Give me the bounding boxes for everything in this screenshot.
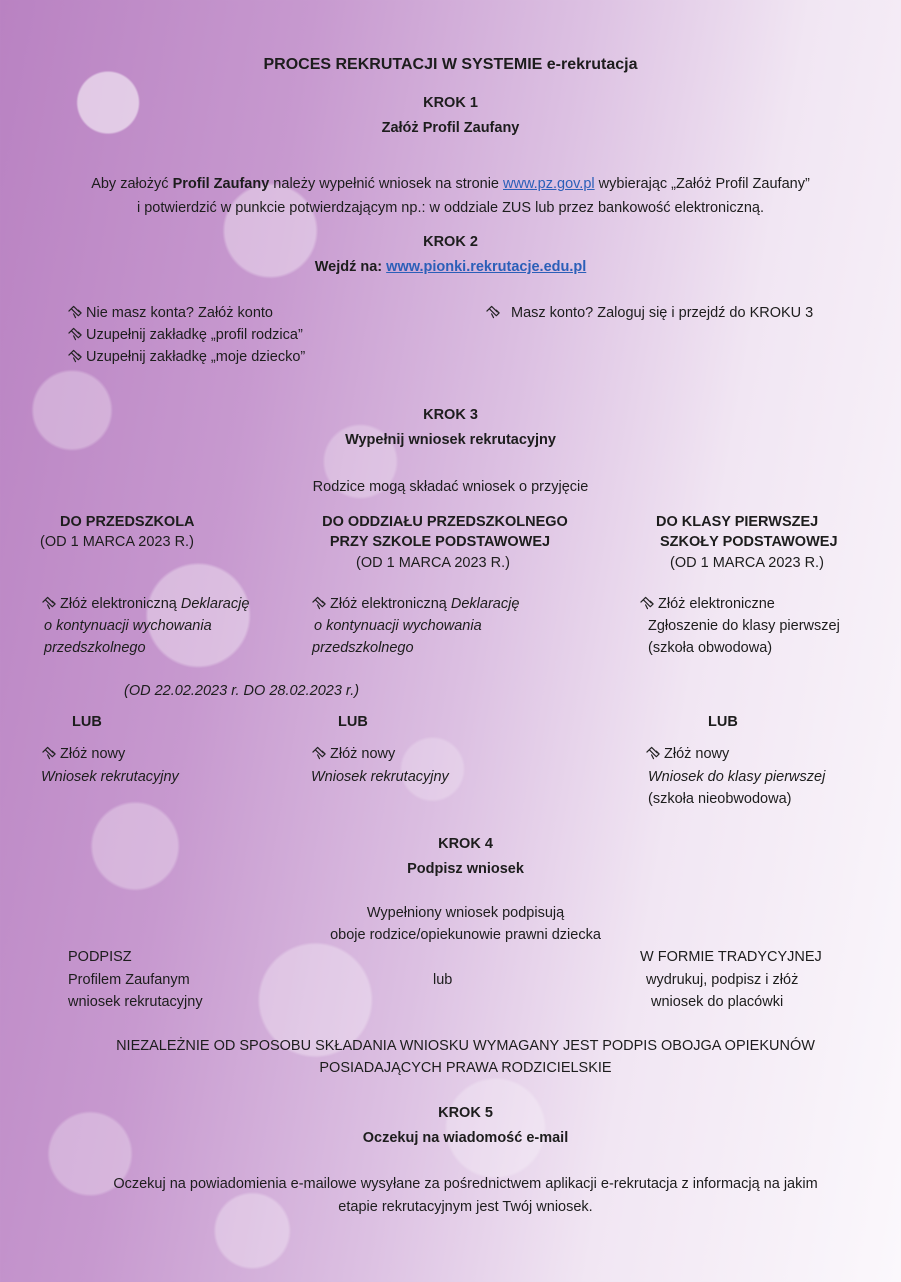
step4-left1: PODPISZ bbox=[68, 949, 132, 965]
step2-left-item-2 bbox=[68, 327, 303, 343]
step2-heading bbox=[0, 259, 901, 275]
step2-left-item-3 bbox=[68, 349, 305, 365]
col3-action-line3: (szkoła obwodowa) bbox=[648, 640, 773, 656]
step2-left-item-text: Uzupełnij zakładkę „profil rodzica” bbox=[86, 327, 303, 343]
step4-intro1: Wypełniony wniosek podpisują bbox=[366, 905, 565, 921]
col1-or: LUB bbox=[72, 714, 102, 730]
hand-pointer-icon bbox=[42, 746, 57, 760]
hand-pointer-icon bbox=[486, 305, 501, 319]
col3-title1: DO KLASY PIERWSZEJ bbox=[656, 514, 819, 530]
col2-date: (OD 1 MARCA 2023 R.) bbox=[356, 555, 510, 571]
col3-date: (OD 1 MARCA 2023 R.) bbox=[670, 555, 824, 571]
col1-date: (OD 1 MARCA 2023 R.) bbox=[40, 534, 194, 550]
step2-left-item-1 bbox=[68, 305, 273, 321]
step4-or: lub bbox=[433, 972, 453, 988]
pionki-rekrutacje-link[interactable]: www.pionki.rekrutacje.edu.pl bbox=[386, 259, 587, 275]
col2-action-line3: przedszkolnego bbox=[312, 640, 414, 656]
col3-title2: SZKOŁY PODSTAWOWEJ bbox=[660, 534, 838, 550]
hand-pointer-icon bbox=[42, 596, 57, 610]
page-title: PROCES REKRUTACJI W SYSTEMIE e-rekrutacja bbox=[263, 56, 638, 73]
step5-text1: Oczekuj na powiadomienia e-mailowe wysyłane za pośrednictwem aplikacji e-rekrutacja z informacją na jakim bbox=[113, 1176, 818, 1192]
step4-heading: Podpisz wniosek bbox=[407, 861, 524, 877]
step1-text-b: Profil Zaufany bbox=[172, 176, 270, 192]
step1-label: KROK 1 bbox=[423, 95, 478, 111]
col1-new bbox=[42, 746, 125, 762]
col2-title1: DO ODDZIAŁU PRZEDSZKOLNEGO bbox=[322, 514, 568, 530]
col2-action-italic: Deklarację bbox=[450, 596, 520, 612]
step2-label: KROK 2 bbox=[423, 234, 478, 250]
col3-new bbox=[646, 746, 729, 762]
step4-right1: W FORMIE TRADYCYJNEJ bbox=[640, 949, 822, 965]
col1-action-line2: o kontynuacji wychowania bbox=[44, 618, 212, 634]
col2-action-prefix: Złóż elektroniczną bbox=[330, 596, 451, 612]
col2-new-label: Złóż nowy bbox=[330, 746, 396, 762]
col1-title: DO PRZEDSZKOLA bbox=[60, 514, 195, 530]
step1-heading: Załóż Profil Zaufany bbox=[381, 120, 520, 136]
col1-action bbox=[42, 596, 249, 612]
col2-new bbox=[312, 746, 395, 762]
col3-new-italic: Wniosek do klasy pierwszej bbox=[648, 769, 826, 785]
step2-left-item-text: Nie masz konta? Załóż konto bbox=[86, 305, 273, 321]
col2-new-italic: Wniosek rekrutacyjny bbox=[311, 769, 449, 785]
col3-action bbox=[640, 596, 775, 612]
step4-right3: wniosek do placówki bbox=[651, 994, 784, 1010]
hand-pointer-icon bbox=[646, 746, 661, 760]
step1-text-c: należy wypełnić wniosek na stronie bbox=[269, 176, 504, 192]
step2-heading-prefix: Wejdź na: bbox=[314, 259, 387, 275]
col3-new-note: (szkoła nieobwodowa) bbox=[648, 791, 792, 807]
hand-pointer-icon bbox=[312, 596, 327, 610]
col2-action bbox=[312, 596, 519, 612]
col1-action-prefix: Złóż elektroniczną bbox=[60, 596, 181, 612]
hand-pointer-icon bbox=[68, 349, 83, 363]
step4-label: KROK 4 bbox=[438, 836, 493, 852]
col2-or: LUB bbox=[338, 714, 368, 730]
col1-new-italic: Wniosek rekrutacyjny bbox=[41, 769, 179, 785]
step5-heading: Oczekuj na wiadomość e-mail bbox=[362, 1130, 569, 1146]
step3-label: KROK 3 bbox=[423, 407, 478, 423]
step4-intro2: oboje rodzice/opiekunowie prawni dziecka bbox=[330, 927, 601, 943]
col3-or: LUB bbox=[708, 714, 738, 730]
step5-text2: etapie rekrutacyjnym jest Twój wniosek. bbox=[338, 1199, 593, 1215]
step5-label: KROK 5 bbox=[438, 1105, 493, 1121]
col2-action-line2: o kontynuacji wychowania bbox=[314, 618, 482, 634]
declaration-dates: (OD 22.02.2023 r. DO 28.02.2023 r.) bbox=[124, 683, 360, 699]
step2-right-item-text: Masz konto? Zaloguj się i przejdź do KROKU 3 bbox=[511, 305, 814, 321]
col1-action-italic: Deklarację bbox=[180, 596, 250, 612]
col3-action-line2: Zgłoszenie do klasy pierwszej bbox=[648, 618, 840, 634]
step3-intro: Rodzice mogą składać wniosek o przyjęcie bbox=[312, 479, 589, 495]
step4-right2: wydrukuj, podpisz i złóż bbox=[646, 972, 799, 988]
step4-notice1: NIEZALEŻNIE OD SPOSOBU SKŁADANIA WNIOSKU WYMAGANY JEST PODPIS OBOJGA OPIEKUNÓW bbox=[116, 1038, 815, 1054]
col1-new-label: Złóż nowy bbox=[60, 746, 126, 762]
step1-text-line1 bbox=[0, 176, 901, 192]
col3-new-label: Złóż nowy bbox=[664, 746, 730, 762]
pz-gov-link[interactable]: www.pz.gov.pl bbox=[503, 176, 595, 192]
step1-text-d: wybierając „Załóż Profil Zaufany” bbox=[594, 176, 810, 192]
step1-text-line2: i potwierdzić w punkcie potwierdzającym np.: w oddziale ZUS lub przez bankowość elektroniczną. bbox=[136, 200, 764, 216]
hand-pointer-icon bbox=[68, 327, 83, 341]
col2-title2: PRZY SZKOLE PODSTAWOWEJ bbox=[329, 534, 551, 550]
hand-pointer-icon bbox=[312, 746, 327, 760]
step1-text-a: Aby założyć bbox=[91, 176, 173, 192]
col1-action-line3: przedszkolnego bbox=[44, 640, 146, 656]
step4-notice2: POSIADAJĄCYCH PRAWA RODZICIELSKIE bbox=[319, 1060, 612, 1076]
col3-action-text: Złóż elektroniczne bbox=[658, 596, 775, 612]
step2-right-item bbox=[486, 305, 813, 321]
step3-heading: Wypełnij wniosek rekrutacyjny bbox=[345, 432, 556, 448]
step2-left-item-text: Uzupełnij zakładkę „moje dziecko” bbox=[86, 349, 306, 365]
hand-pointer-icon bbox=[640, 596, 655, 610]
step4-left3: wniosek rekrutacyjny bbox=[68, 994, 203, 1010]
step4-left2: Profilem Zaufanym bbox=[68, 972, 190, 988]
hand-pointer-icon bbox=[68, 305, 83, 319]
